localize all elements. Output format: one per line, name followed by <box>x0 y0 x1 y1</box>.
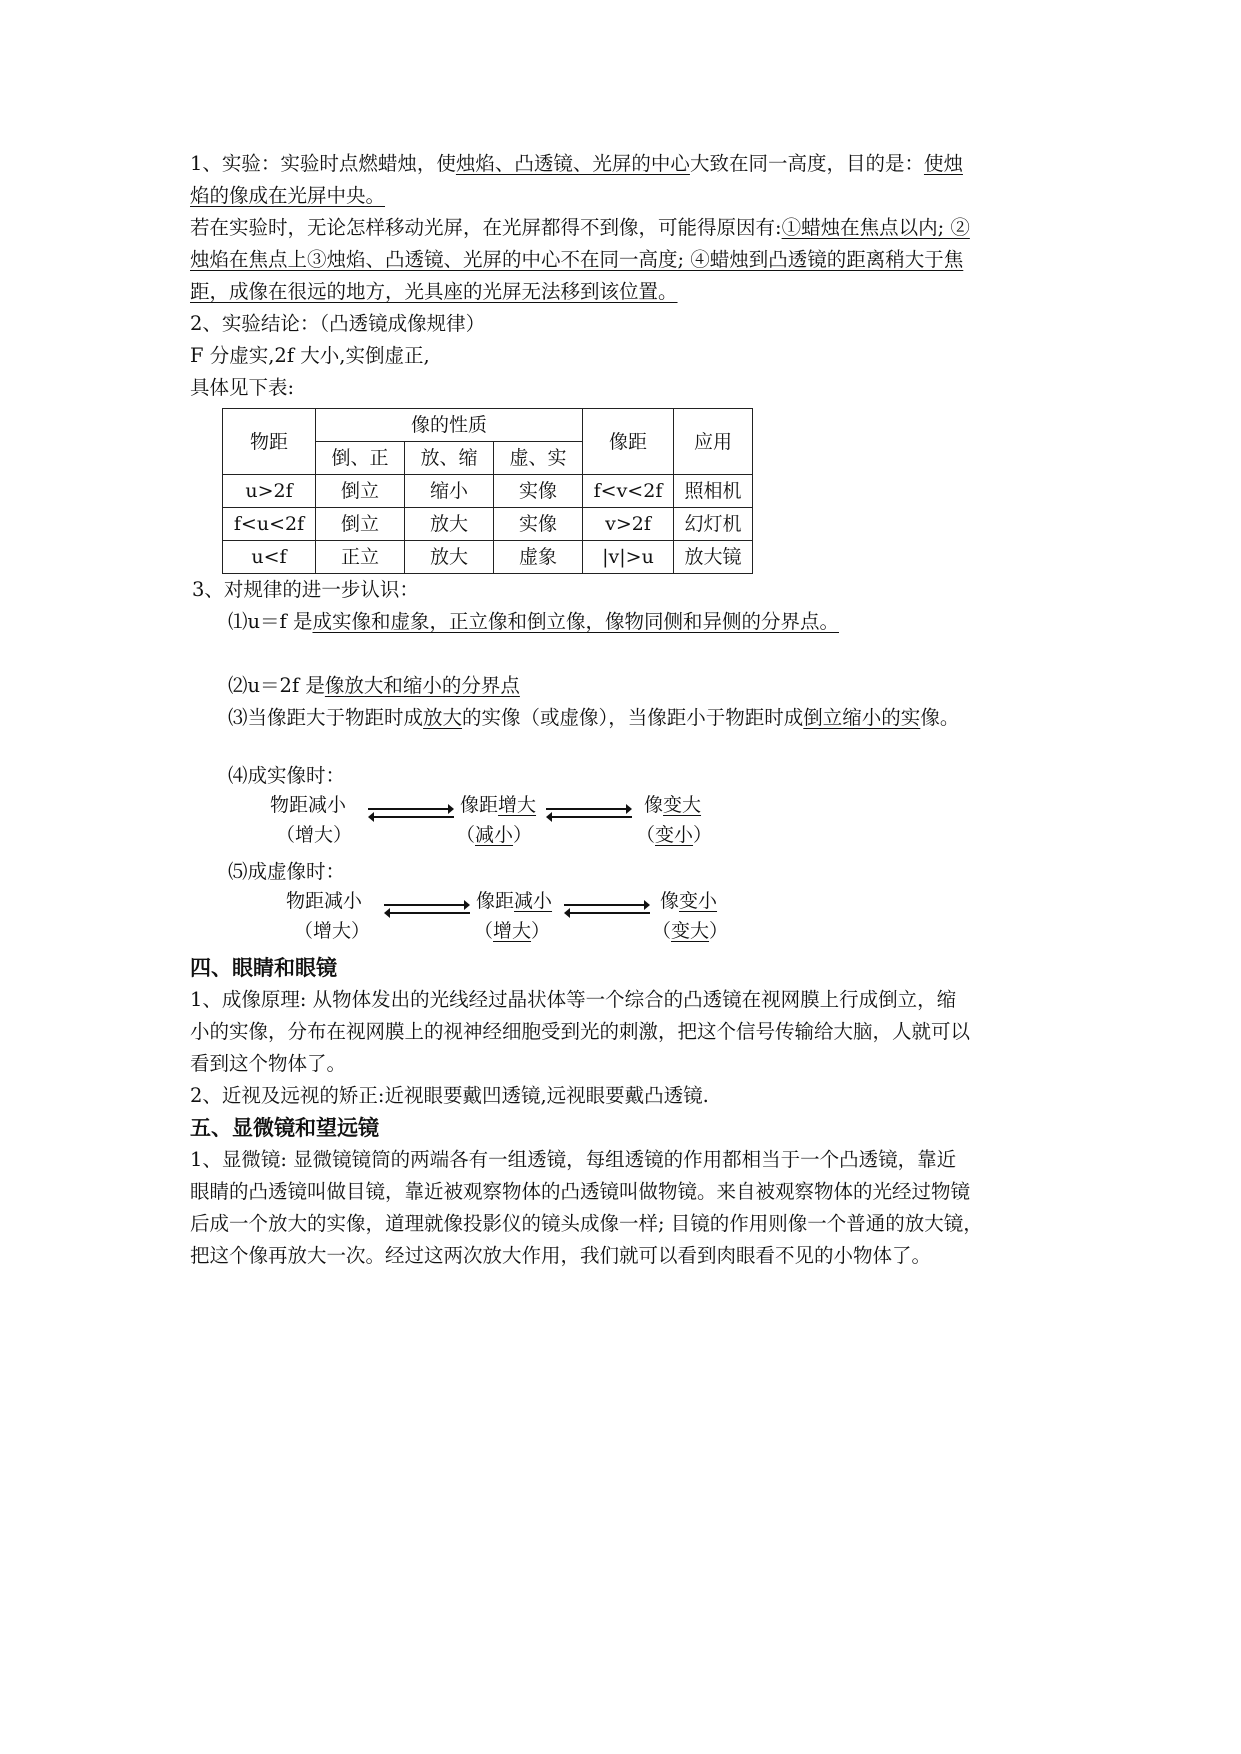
eyes-paragraph-line: 看到这个物体了。 <box>190 1052 347 1075</box>
microscope-paragraph-line: 1、显微镜: 显微镜镜筒的两端各有一组透镜，每组透镜的作用都相当于一个凸透镜，靠近 <box>190 1148 957 1171</box>
cell: 实像 <box>494 508 583 541</box>
real-image-flow <box>190 792 1060 856</box>
cell: 放大 <box>405 541 494 574</box>
underlined-text: 倒立缩小的实 <box>803 706 921 729</box>
text: 若在实验时，无论怎样移动光屏，在光屏都得不到像，可能得原因有: <box>190 216 782 239</box>
flow-object-alt: （增大） <box>276 824 353 846</box>
header-image-nature: 像的性质 <box>316 409 583 442</box>
text: ⑵u＝2f 是 <box>228 674 325 697</box>
cell: u<f <box>223 541 316 574</box>
virtual-image-flow <box>190 888 1060 952</box>
eyes-paragraph-line: 1、成像原理: 从物体发出的光线经过晶状体等一个综合的凸透镜在视网膜上行成倒立，缩 <box>190 988 957 1011</box>
double-arrow-icon <box>384 898 470 920</box>
experiment-line-5 <box>190 276 1060 308</box>
underlined-text: ①蜡烛在焦点以内; ② <box>781 216 970 239</box>
experiment-line-4 <box>190 244 1060 276</box>
double-arrow-icon <box>546 802 632 824</box>
flow-object: 物距减小 <box>286 890 363 912</box>
double-arrow-icon <box>368 802 454 824</box>
cell: 幻灯机 <box>674 508 753 541</box>
rule-3 <box>190 702 1060 734</box>
rule-2 <box>190 670 1060 702</box>
underlined-text: 烛焰在焦点上③烛焰、凸透镜、光屏的中心不在同一高度; ④蜡烛到凸透镜的距离稍大于焦 <box>190 248 964 271</box>
subheader: 虚、实 <box>494 442 583 475</box>
rule-4-title: ⑷成实像时： <box>228 764 346 787</box>
subheader: 放、缩 <box>405 442 494 475</box>
rules-title: 3、对规律的进一步认识： <box>192 578 419 601</box>
flow-image-alt: （变大） <box>652 920 729 942</box>
flow-image-distance-alt: （减小） <box>456 824 533 846</box>
section-heading-microscope: 五、显微镜和望远镜 <box>190 1116 379 1140</box>
flow-object: 物距减小 <box>270 794 347 816</box>
cell: v>2f <box>583 508 674 541</box>
flow-image-distance: 像距增大 <box>460 794 537 816</box>
microscope-paragraph-line: 眼睛的凸透镜叫做目镜，靠近被观察物体的凸透镜叫做物镜。来自被观察物体的光经过物镜 <box>190 1180 971 1203</box>
cell: 倒立 <box>316 475 405 508</box>
text: 像。 <box>920 706 960 729</box>
underlined-text: 烛焰、凸透镜、光屏的中心 <box>455 152 690 175</box>
header-image-distance: 像距 <box>583 409 674 475</box>
text: 大致在同一高度，目的是： <box>689 152 924 175</box>
cell: 放大 <box>405 508 494 541</box>
cell: 缩小 <box>405 475 494 508</box>
underlined-text: 放大 <box>423 706 463 729</box>
cell: 实像 <box>494 475 583 508</box>
experiment-line-3 <box>190 212 1060 244</box>
underlined-text: 距，成像在很远的地方，光具座的光屏无法移到该位置。 <box>190 280 678 303</box>
flow-image-distance: 像距减小 <box>476 890 553 912</box>
text: 1、实验：实验时点燃蜡烛，使 <box>190 152 456 175</box>
microscope-paragraph-line: 后成一个放大的实像，道理就像投影仪的镜头成像一样; 目镜的作用则像一个普通的放大镜， <box>190 1212 983 1235</box>
text: 的实像（或虚像），当像距小于物距时成 <box>462 706 804 729</box>
subheader: 倒、正 <box>316 442 405 475</box>
conclusion-title: 2、实验结论：（凸透镜成像规律） <box>190 312 486 335</box>
cell: 放大镜 <box>674 541 753 574</box>
flow-object-alt: （增大） <box>294 920 371 942</box>
flow-image-distance-alt: （增大） <box>474 920 551 942</box>
cell: |v|>u <box>583 541 674 574</box>
document-page <box>190 148 1060 1272</box>
cell: 虚象 <box>494 541 583 574</box>
experiment-line-2 <box>190 180 1060 212</box>
underlined-text: 成实像和虚象，正立像和倒立像，像物同侧和异侧的分界点。 <box>312 610 839 633</box>
table-row <box>223 508 753 541</box>
cell: 照相机 <box>674 475 753 508</box>
flow-image-alt: （变小） <box>636 824 713 846</box>
section-heading-eyes: 四、眼睛和眼镜 <box>190 956 337 980</box>
table-row <box>223 541 753 574</box>
cell: f<v<2f <box>583 475 674 508</box>
text: ⑶当像距大于物距时成 <box>228 706 424 729</box>
microscope-paragraph-line: 把这个像再放大一次。经过这两次放大作用，我们就可以看到肉眼看不见的小物体了。 <box>190 1244 932 1267</box>
header-application: 应用 <box>674 409 753 475</box>
eyes-paragraph-line: 小的实像，分布在视网膜上的视神经细胞受到光的刺激，把这个信号传输给大脑，人就可以 <box>190 1020 971 1043</box>
conclusion-mnemonic: F 分虚实,2f 大小,实倒虚正, <box>190 344 430 367</box>
experiment-line-1 <box>190 148 1060 180</box>
underlined-text: 像放大和缩小的分界点 <box>324 674 520 697</box>
eyes-correction-line: 2、近视及远视的矫正:近视眼要戴凹透镜,远视眼要戴凸透镜. <box>190 1084 709 1107</box>
rule-5-title: ⑸成虚像时： <box>228 860 346 883</box>
table-row <box>223 475 753 508</box>
lens-imaging-table <box>222 408 753 574</box>
cell: 正立 <box>316 541 405 574</box>
table-intro: 具体见下表: <box>190 376 295 399</box>
cell: f<u<2f <box>223 508 316 541</box>
flow-image: 像变小 <box>660 890 718 912</box>
cell: 倒立 <box>316 508 405 541</box>
rule-1 <box>190 606 1060 638</box>
text: ⑴u＝f 是 <box>228 610 313 633</box>
underlined-text: 使烛 <box>923 152 963 175</box>
cell: u>2f <box>223 475 316 508</box>
header-object-distance: 物距 <box>223 409 316 475</box>
underlined-text: 焰的像成在光屏中央。 <box>190 184 386 207</box>
flow-image: 像变大 <box>644 794 702 816</box>
double-arrow-icon <box>564 898 650 920</box>
